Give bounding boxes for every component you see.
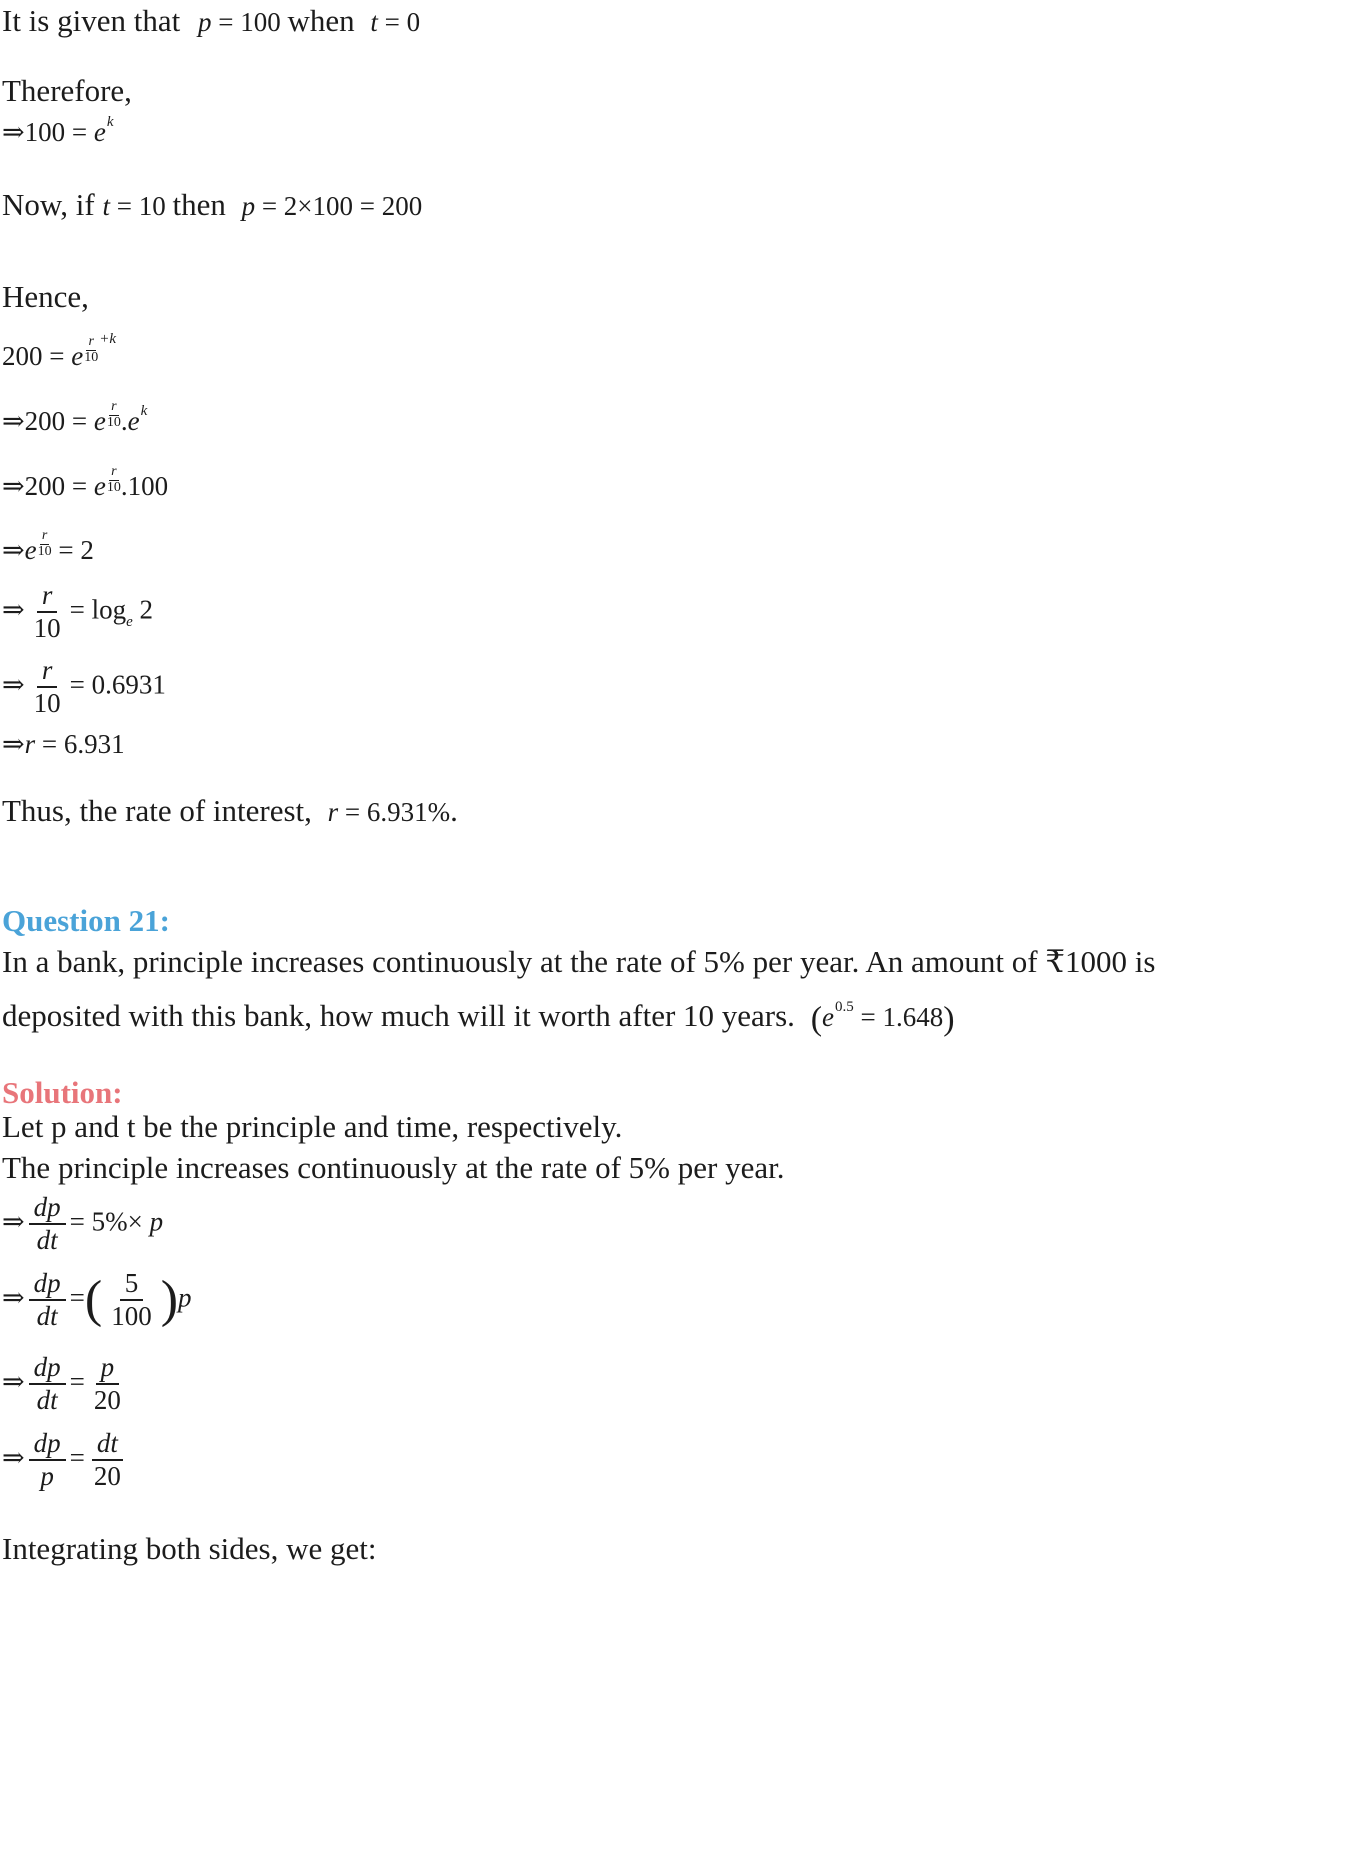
implies-arrow: ⇒ — [2, 594, 25, 625]
implies-arrow: ⇒ — [2, 471, 25, 501]
frac-num: p — [96, 1352, 120, 1385]
var-t: t — [102, 191, 110, 221]
sol-step-4 — [2, 1428, 130, 1492]
equals: = — [69, 1282, 85, 1313]
exp-den: 10 — [106, 479, 121, 495]
frac-den: dt — [36, 1385, 58, 1416]
log-arg: 2 — [132, 594, 154, 625]
frac-num: dp — [29, 1268, 66, 1301]
eq-200: = 2×100 = 200 — [255, 191, 423, 221]
therefore-label: Therefore, — [2, 73, 132, 108]
exp-fraction — [107, 465, 121, 495]
eq-lhs: 100 = — [24, 117, 94, 147]
eq-lhs: 200 = — [24, 406, 94, 436]
fraction — [106, 1268, 157, 1332]
question-heading: Question 21: — [2, 903, 170, 938]
var-p: p — [197, 7, 212, 37]
frac-den: dt — [36, 1301, 58, 1332]
solution-line-2: The principle increases continuously at the rate of 5% per year. — [2, 1150, 785, 1185]
var-r: r — [327, 797, 339, 827]
fraction — [29, 1268, 66, 1332]
eq-rhs: = 0.6931 — [69, 669, 166, 700]
exp-num: r — [88, 334, 94, 349]
dot: . — [120, 406, 128, 436]
implies-arrow: ⇒ — [2, 117, 25, 147]
conclusion-line — [2, 792, 458, 829]
eq-100-ek — [2, 116, 114, 148]
solution-heading: Solution: — [2, 1075, 123, 1110]
given-line — [2, 2, 420, 39]
exp-fraction — [107, 400, 121, 430]
frac-num: dp — [29, 1352, 66, 1385]
var-e: e — [127, 406, 140, 436]
when-text: when — [287, 3, 355, 38]
exp-num: r — [111, 399, 117, 414]
implies-arrow: ⇒ — [2, 406, 25, 436]
solution-line-1: Let p and t be the principle and time, respectively. — [2, 1109, 623, 1144]
frac-num: dp — [29, 1428, 66, 1461]
paren-close: ) — [160, 1271, 179, 1329]
implies-arrow: ⇒ — [2, 1366, 25, 1397]
eq-0: = 0 — [377, 7, 421, 37]
exp-plus-k: +k — [99, 331, 116, 347]
now-line — [2, 186, 422, 223]
now-text: Now, if — [2, 187, 95, 222]
var-e: e — [822, 1002, 834, 1032]
sol-step-2 — [2, 1268, 192, 1332]
hint — [810, 999, 955, 1038]
implies-arrow: ⇒ — [2, 1442, 25, 1473]
step-7 — [2, 728, 125, 760]
exp-den: 10 — [106, 414, 121, 430]
fraction — [29, 1428, 66, 1492]
fraction — [29, 1352, 66, 1416]
var-p: p — [178, 1282, 192, 1313]
step-6 — [2, 655, 166, 719]
frac-den: dt — [36, 1225, 58, 1256]
fraction — [29, 580, 66, 644]
var-e: e — [93, 406, 106, 436]
frac-num: dt — [92, 1428, 123, 1461]
exp-den: 10 — [37, 543, 52, 559]
frac-num: r — [37, 580, 58, 613]
var-e: e — [71, 341, 84, 371]
exp-den: 10 — [84, 349, 99, 365]
frac-den: 20 — [93, 1385, 121, 1416]
frac-den: p — [40, 1461, 54, 1492]
paren-open: ( — [810, 1000, 823, 1038]
step-5 — [2, 580, 153, 644]
var-e: e — [24, 535, 37, 565]
log-base: e — [126, 614, 133, 631]
step-2 — [2, 399, 148, 450]
hint-rhs: = 1.648 — [853, 1002, 944, 1032]
implies-arrow: ⇒ — [2, 1282, 25, 1313]
eq-100: = 100 — [211, 7, 288, 37]
rate-value: = 6.931% — [338, 797, 451, 827]
exp-fraction — [38, 529, 52, 559]
eq-tail: .100 — [120, 471, 169, 501]
implies-arrow: ⇒ — [2, 1206, 25, 1237]
paren-open: ( — [84, 1271, 103, 1329]
frac-den: 10 — [33, 613, 61, 644]
then-text: then — [172, 187, 226, 222]
var-p: p — [149, 1206, 164, 1237]
frac-num: 5 — [120, 1268, 144, 1301]
frac-den: 10 — [33, 688, 61, 719]
eq-lhs: 200 = — [24, 471, 94, 501]
exp-value: 0.5 — [835, 999, 854, 1015]
period: . — [450, 793, 458, 828]
exp-num: r — [111, 464, 117, 479]
log-text: = log — [69, 594, 127, 625]
question-line-1: In a bank, principle increases continuously at the rate of 5% per year. An amount of ₹1000 is — [2, 944, 1156, 979]
eq-rhs: = 5%× — [69, 1206, 150, 1237]
exp-num: r — [41, 528, 48, 543]
var-e: e — [93, 471, 106, 501]
var-e: e — [93, 117, 106, 147]
eq-lhs: 200 = — [2, 341, 72, 371]
step-3 — [2, 464, 169, 515]
question-line-2 — [2, 997, 955, 1040]
sol-step-1 — [2, 1192, 163, 1256]
var-t: t — [370, 7, 378, 37]
frac-den: 100 — [111, 1301, 152, 1332]
fraction — [29, 655, 66, 719]
question-text: deposited with this bank, how much will it worth after 10 years. — [2, 998, 795, 1033]
fraction — [29, 1192, 66, 1256]
exp-k: k — [106, 114, 114, 130]
paren-close: ) — [943, 1000, 955, 1038]
frac-den: 20 — [93, 1461, 121, 1492]
var-p: p — [241, 191, 256, 221]
implies-arrow: ⇒ — [2, 535, 25, 565]
exp-k: k — [140, 403, 148, 419]
equals: = — [69, 1366, 85, 1397]
eq-rhs: = 6.931 — [35, 729, 125, 759]
eq-10: = 10 — [109, 191, 173, 221]
eq-rhs: = 2 — [51, 535, 94, 565]
integrating-line: Integrating both sides, we get: — [2, 1531, 377, 1566]
hence-label: Hence, — [2, 279, 89, 314]
step-1 — [2, 331, 116, 385]
frac-num: dp — [29, 1192, 66, 1225]
fraction — [89, 1352, 126, 1416]
exp-fraction — [84, 335, 98, 365]
fraction — [89, 1428, 126, 1492]
sol-step-3 — [2, 1352, 130, 1416]
implies-arrow: ⇒ — [2, 669, 25, 700]
implies-arrow: ⇒ — [2, 729, 25, 759]
step-4 — [2, 528, 94, 579]
equals: = — [69, 1442, 85, 1473]
given-text: It is given that — [2, 3, 181, 38]
conclusion-text: Thus, the rate of interest, — [2, 793, 312, 828]
var-r: r — [24, 729, 36, 759]
frac-num: r — [37, 655, 58, 688]
